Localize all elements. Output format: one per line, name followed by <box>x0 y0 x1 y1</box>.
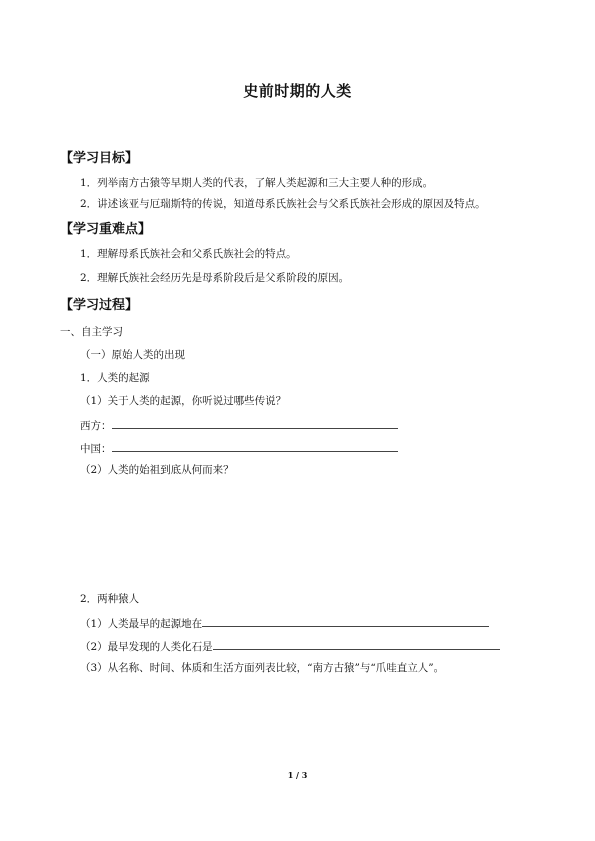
question-origin-place: （1）人类最早的起源地在 <box>80 618 203 630</box>
origin-place-blank[interactable] <box>202 615 489 627</box>
west-answer-row <box>80 417 398 433</box>
page-number: 1 / 3 <box>287 770 308 780</box>
key-points-heading: 【学习重难点】 <box>60 222 152 237</box>
earliest-fossil-row <box>80 638 500 654</box>
item-origin-of-humans: 1．人类的起源 <box>80 372 150 384</box>
question-ancestor: （2）人类的始祖到底从何而来？ <box>80 464 234 476</box>
key-point-item-1: 1．理解母系氏族社会和父系氏族社会的特点。 <box>80 248 297 260</box>
question-earliest-fossil: （2）最早发现的人类化石是 <box>80 641 213 653</box>
earliest-fossil-blank[interactable] <box>213 638 500 650</box>
goal-item-2: 2．讲述该亚与厄瑞斯特的传说，知道母系氏族社会与父系氏族社会形成的原因及特点。 <box>80 198 486 210</box>
process-heading: 【学习过程】 <box>60 298 139 313</box>
origin-place-row <box>80 615 489 631</box>
part-self-study: 一、自主学习 <box>60 326 123 338</box>
china-answer-blank[interactable] <box>112 440 398 452</box>
west-answer-blank[interactable] <box>112 417 398 429</box>
question-legends: （1）关于人类的起源，你听说过哪些传说？ <box>80 395 287 407</box>
china-label: 中国： <box>80 443 112 455</box>
goal-item-1: 1．列举南方古猿等早期人类的代表，了解人类起源和三大主要人种的形成。 <box>80 177 434 189</box>
page-title: 史前时期的人类 <box>243 82 352 100</box>
question-comparison: （3）从名称、时间、体质和生活方面列表比较，“南方古猿”与“爪哇直立人”。 <box>80 662 445 674</box>
item-two-apemen: 2．两种猿人 <box>80 593 140 605</box>
china-answer-row <box>80 440 398 456</box>
goals-heading: 【学习目标】 <box>60 151 139 166</box>
key-point-item-2: 2．理解氏族社会经历先是母系阶段后是父系阶段的原因。 <box>80 272 350 284</box>
west-label: 西方： <box>80 420 112 432</box>
subsection-origin: （一）原始人类的出现 <box>80 349 185 361</box>
